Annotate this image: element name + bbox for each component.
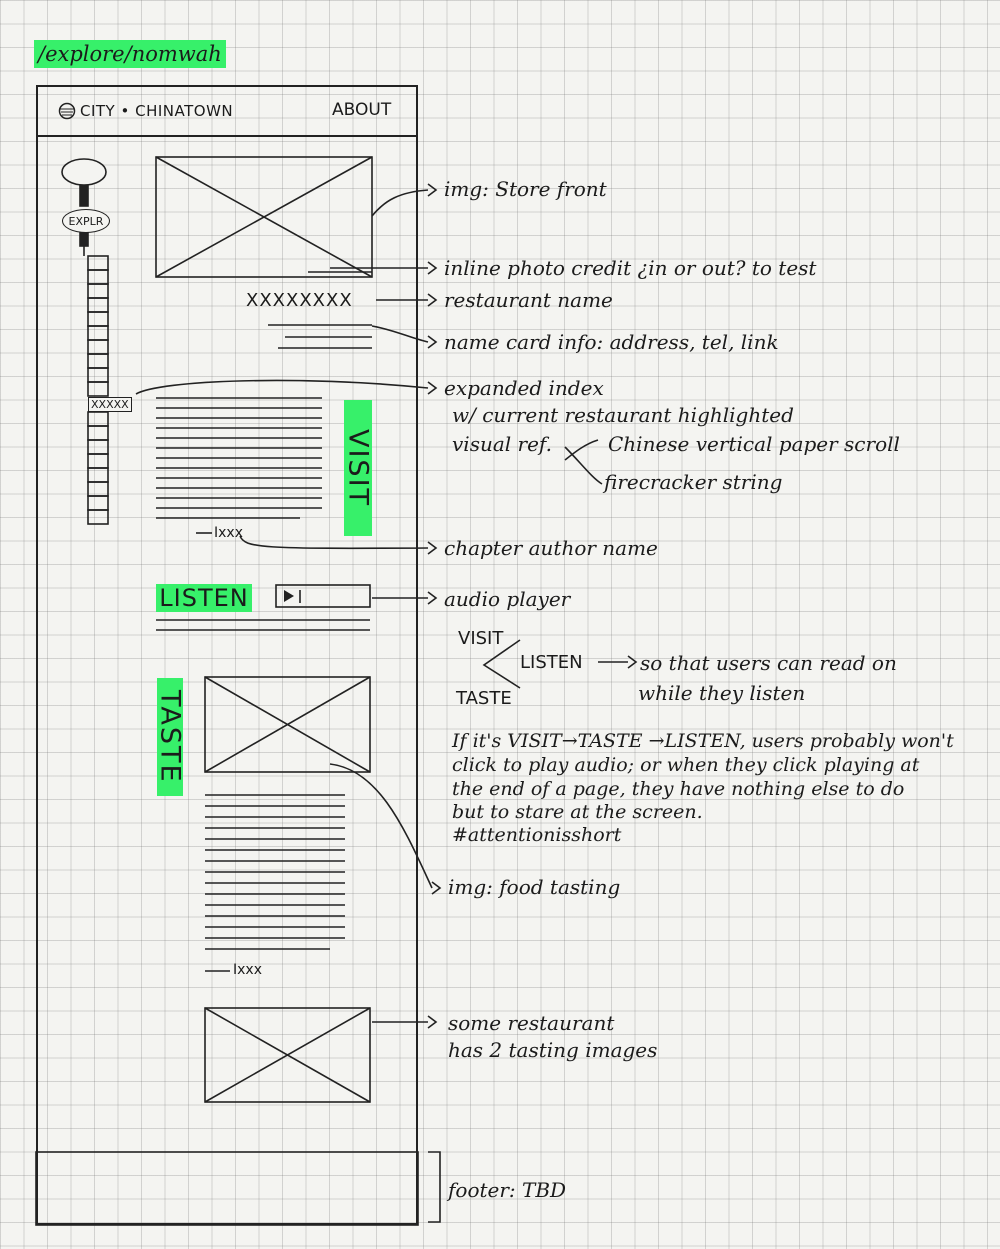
order-visit: VISIT [458,628,504,649]
taste-tab[interactable]: TASTE [157,678,183,796]
rationale-line-1: If it's VISIT→TASTE →LISTEN, users probably won't [452,730,954,752]
annotation-ref-scroll: Chinese vertical paper scroll [608,432,900,456]
annotation-visual-ref: visual ref. [452,432,552,456]
visit-body-text [156,398,322,533]
nav-about-link[interactable]: ABOUT [332,100,392,120]
second-tasting-image-placeholder [205,1008,370,1102]
annotation-storefront: img: Store front [444,177,607,201]
index-segments [88,256,108,524]
taste-body-text [205,795,345,971]
visit-tab[interactable]: VISIT [344,400,372,536]
annotation-name-card: name card info: address, tel, link [444,330,779,354]
annotation-two-images-1: some restaurant [448,1011,615,1035]
annotation-index-1: expanded index [444,376,604,400]
annotation-author: chapter author name [444,536,658,560]
annotation-photo-credit: inline photo credit ¿in or out? to test [444,256,817,280]
scroll-index [62,159,106,256]
order-note-2: while they listen [638,681,806,705]
rationale-line-3: the end of a page, they have nothing else to do [452,778,905,800]
chapter-author-name: Ixxx [214,525,243,541]
play-icon [284,590,294,602]
annotation-audio: audio player [444,587,571,611]
page-url: /explore/nomwah [34,40,226,68]
annotation-restaurant-name: restaurant name [444,288,613,312]
annotation-index-2: w/ current restaurant highlighted [452,403,794,427]
rationale-line-4: but to stare at the screen. [452,801,703,823]
rationale-line-2: click to play audio; or when they click playing at [452,754,920,776]
restaurant-name: XXXXXXXX [246,290,353,311]
food-image-placeholder [205,677,370,772]
current-restaurant-index-item[interactable]: XXXXX [88,397,132,412]
order-listen: LISTEN [520,652,583,673]
taste-author-name: Ixxx [233,962,262,978]
footer-placeholder [36,1152,418,1225]
rationale-hashtag: #attentionisshort [452,824,622,846]
order-taste: TASTE [456,688,512,709]
storefront-image-placeholder [156,157,372,277]
explore-index-badge[interactable]: EXPLR [62,209,110,233]
annotation-two-images-2: has 2 tasting images [448,1038,658,1062]
annotation-ref-firecracker: firecracker string [604,470,783,494]
order-note-1: so that users can read on [640,651,897,675]
listen-tab[interactable]: LISTEN [156,584,252,612]
annotation-food: img: food tasting [448,875,621,899]
annotation-footer: footer: TBD [448,1178,567,1202]
nav-brand-label: CITY • CHINATOWN [80,102,234,120]
